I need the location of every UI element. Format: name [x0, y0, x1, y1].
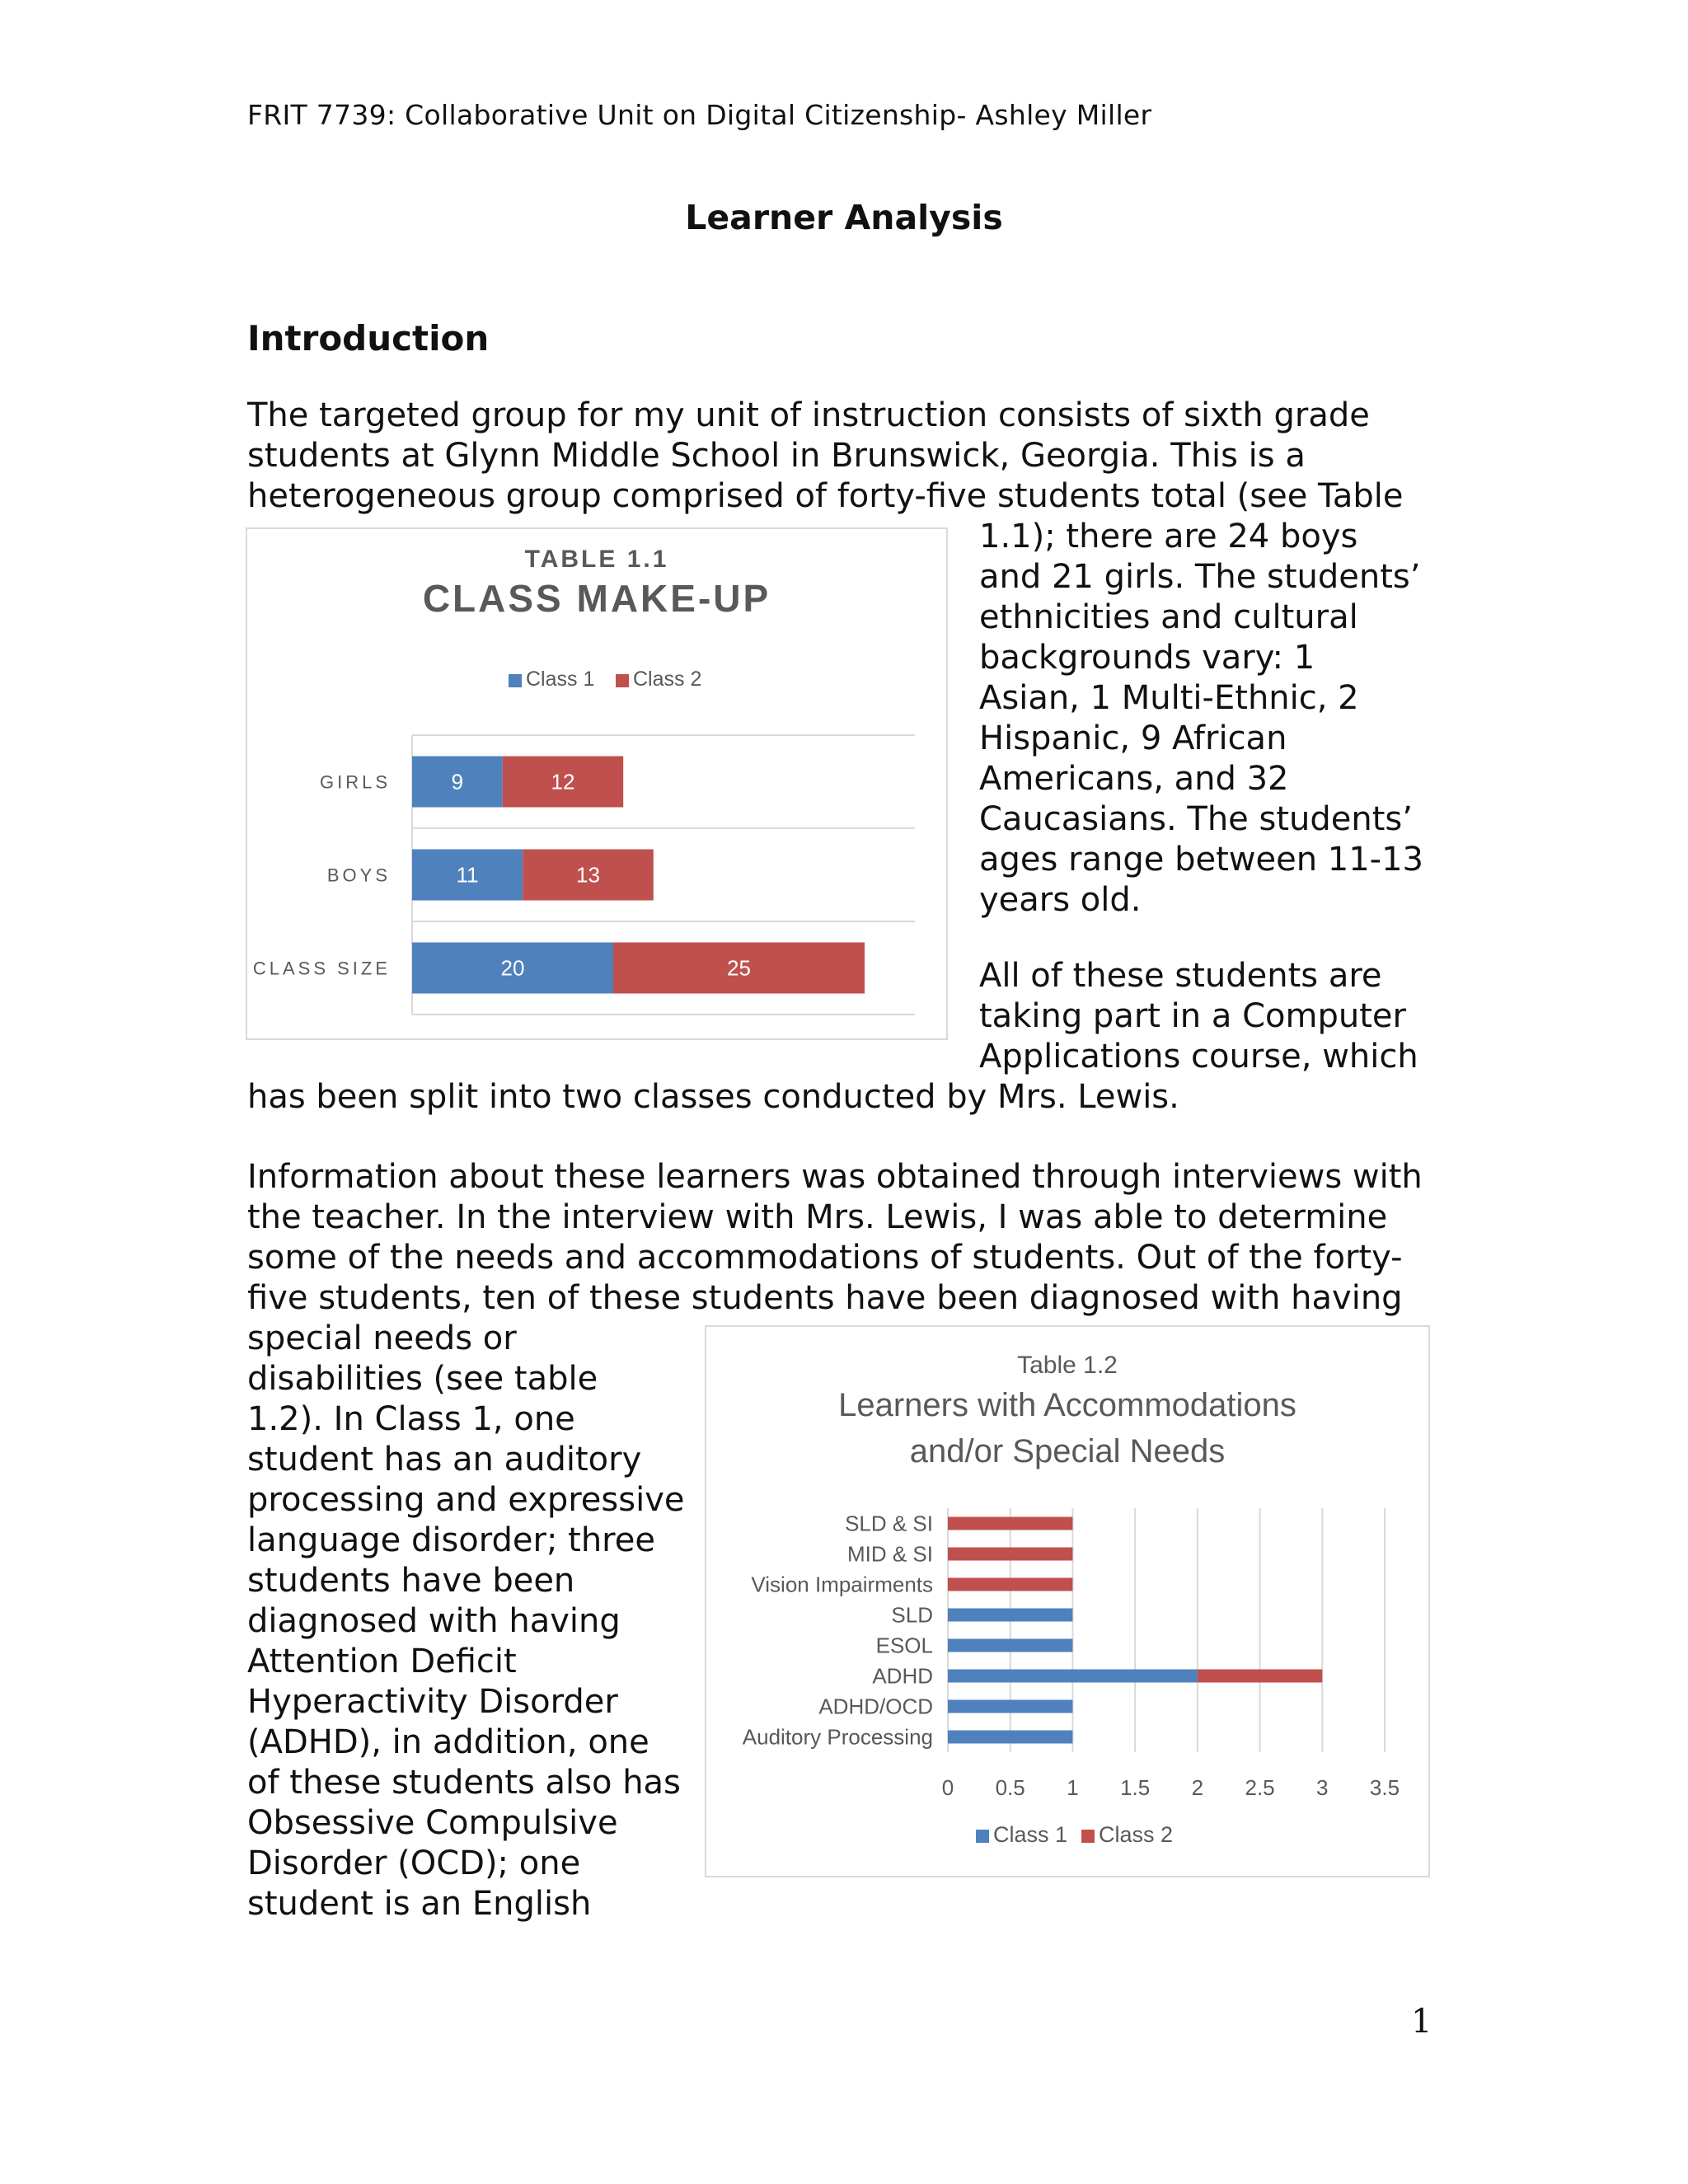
section-heading-introduction: Introduction	[247, 318, 490, 359]
text-line: Hispanic, 9 African	[979, 719, 1287, 757]
text-line: All of these students are	[979, 957, 1382, 995]
text-line: The targeted group for my unit of instruction consists of sixth grade	[247, 396, 1370, 434]
category-label: ADHD/OCD	[818, 1694, 933, 1719]
text-line: Americans, and 32	[979, 760, 1289, 798]
category-label: Vision Impairments	[751, 1572, 933, 1597]
data-label: 9	[451, 769, 464, 794]
data-label: 25	[727, 955, 751, 981]
x-tick-label: 3	[1316, 1775, 1329, 1800]
legend-label-class1: Class 1	[993, 1822, 1068, 1847]
x-tick-label: 1	[1067, 1775, 1079, 1800]
text-line: processing and expressive	[247, 1481, 685, 1519]
paragraph-3-wrap	[247, 1319, 684, 1924]
category-label: CLASS SIZE	[252, 958, 391, 979]
chart-title: CLASS MAKE-UP	[422, 577, 771, 620]
text-line: Hyperactivity Disorder	[247, 1683, 618, 1721]
legend-label-class2: Class 2	[633, 668, 702, 691]
text-line: ethnicities and cultural	[979, 598, 1358, 636]
chart-learners-accommodations-svg	[706, 1327, 1428, 1876]
text-line: (ADHD), in addition, one	[247, 1723, 649, 1761]
x-tick-label: 2.5	[1245, 1775, 1275, 1800]
text-line: years old.	[979, 881, 1142, 919]
text-line: Attention Deficit	[247, 1643, 517, 1680]
text-line: disabilities (see table	[247, 1360, 598, 1398]
category-label: ESOL	[875, 1633, 933, 1658]
chart-class-makeup-svg	[247, 529, 946, 1038]
bar-segment	[948, 1639, 1072, 1652]
chart-subtitle: Table 1.2	[1017, 1352, 1118, 1379]
text-line: special needs or	[247, 1319, 517, 1357]
text-line: students at Glynn Middle School in Brunswick, Georgia. This is a	[247, 437, 1306, 475]
text-line: ages range between 11-13	[979, 841, 1424, 879]
legend-label-class2: Class 2	[1099, 1822, 1174, 1847]
text-line: has been split into two classes conducted by Mrs. Lewis.	[247, 1078, 1179, 1116]
data-label: 13	[576, 862, 600, 888]
bar-segment	[948, 1609, 1072, 1622]
bar-segment	[948, 1578, 1072, 1591]
chart-title-line: Learners with Accommodations	[838, 1387, 1296, 1423]
text-line: student is an English	[247, 1885, 592, 1923]
data-label: 20	[500, 955, 525, 981]
text-line: and 21 girls. The students’	[979, 558, 1421, 596]
bar-segment	[948, 1670, 1198, 1683]
text-line: language disorder; three	[247, 1521, 655, 1559]
text-line: student has an auditory	[247, 1441, 642, 1479]
category-label: ADHD	[872, 1663, 933, 1689]
category-label: MID & SI	[846, 1541, 933, 1567]
x-tick-label: 0.5	[995, 1775, 1025, 1800]
chart-learners-accommodations	[705, 1325, 1430, 1877]
legend-swatch-class1	[509, 674, 522, 687]
paragraph-2-full	[247, 1077, 1179, 1118]
category-label: SLD	[891, 1602, 933, 1628]
category-label: GIRLS	[319, 771, 391, 793]
text-line: Asian, 1 Multi-Ethnic, 2	[979, 679, 1359, 717]
paragraph-1-full	[247, 396, 1403, 517]
x-tick-label: 1.5	[1120, 1775, 1151, 1800]
bar-segment	[948, 1517, 1072, 1530]
text-line: Information about these learners was obtained through interviews with	[247, 1158, 1423, 1196]
text-line: Caucasians. The students’	[979, 800, 1413, 838]
x-tick-label: 0	[941, 1775, 954, 1800]
legend-swatch-class2	[1081, 1830, 1095, 1843]
text-line: heterogeneous group comprised of forty-five students total (see Table	[247, 477, 1404, 515]
bar-segment	[948, 1731, 1072, 1744]
bar-segment	[948, 1700, 1072, 1713]
document-title: Learner Analysis	[685, 198, 1003, 237]
chart-subtitle: TABLE 1.1	[524, 546, 669, 573]
legend-label-class1: Class 1	[526, 668, 595, 691]
data-label: 12	[551, 769, 575, 794]
x-tick-label: 2	[1191, 1775, 1204, 1800]
text-line: five students, ten of these students have been diagnosed with having	[247, 1279, 1403, 1317]
chart-class-makeup	[246, 527, 948, 1040]
data-label: 11	[456, 862, 479, 888]
legend-swatch-class2	[616, 674, 629, 687]
text-line: students have been	[247, 1562, 575, 1600]
text-line: diagnosed with having	[247, 1602, 621, 1640]
chart-title-line: and/or Special Needs	[909, 1433, 1226, 1469]
bar-segment	[948, 1548, 1072, 1561]
paragraph-1-wrap	[979, 517, 1423, 921]
paragraph-2-wrap	[979, 956, 1418, 1077]
text-line: Disorder (OCD); one	[247, 1844, 581, 1882]
text-line: Obsessive Compulsive	[247, 1804, 618, 1842]
category-label: BOYS	[326, 865, 391, 886]
text-line: some of the needs and accommodations of students. Out of the forty-	[247, 1239, 1403, 1277]
page-number: 1	[1411, 2003, 1432, 2041]
paragraph-3-full	[247, 1157, 1423, 1319]
text-line: taking part in a Computer	[979, 997, 1406, 1035]
category-label: Auditory Processing	[742, 1724, 933, 1750]
text-line: 1.1); there are 24 boys	[979, 518, 1358, 555]
document-header: FRIT 7739: Collaborative Unit on Digital Citizenship- Ashley Miller	[247, 99, 1152, 131]
text-line: the teacher. In the interview with Mrs. Lewis, I was able to determine	[247, 1198, 1388, 1236]
text-line: 1.2). In Class 1, one	[247, 1400, 575, 1438]
category-label: SLD & SI	[845, 1511, 933, 1536]
bar-segment	[1198, 1670, 1322, 1683]
text-line: of these students also has	[247, 1764, 681, 1802]
legend-swatch-class1	[976, 1830, 989, 1843]
text-line: backgrounds vary: 1	[979, 639, 1315, 677]
x-tick-label: 3.5	[1369, 1775, 1400, 1800]
text-line: Applications course, which	[979, 1038, 1418, 1076]
